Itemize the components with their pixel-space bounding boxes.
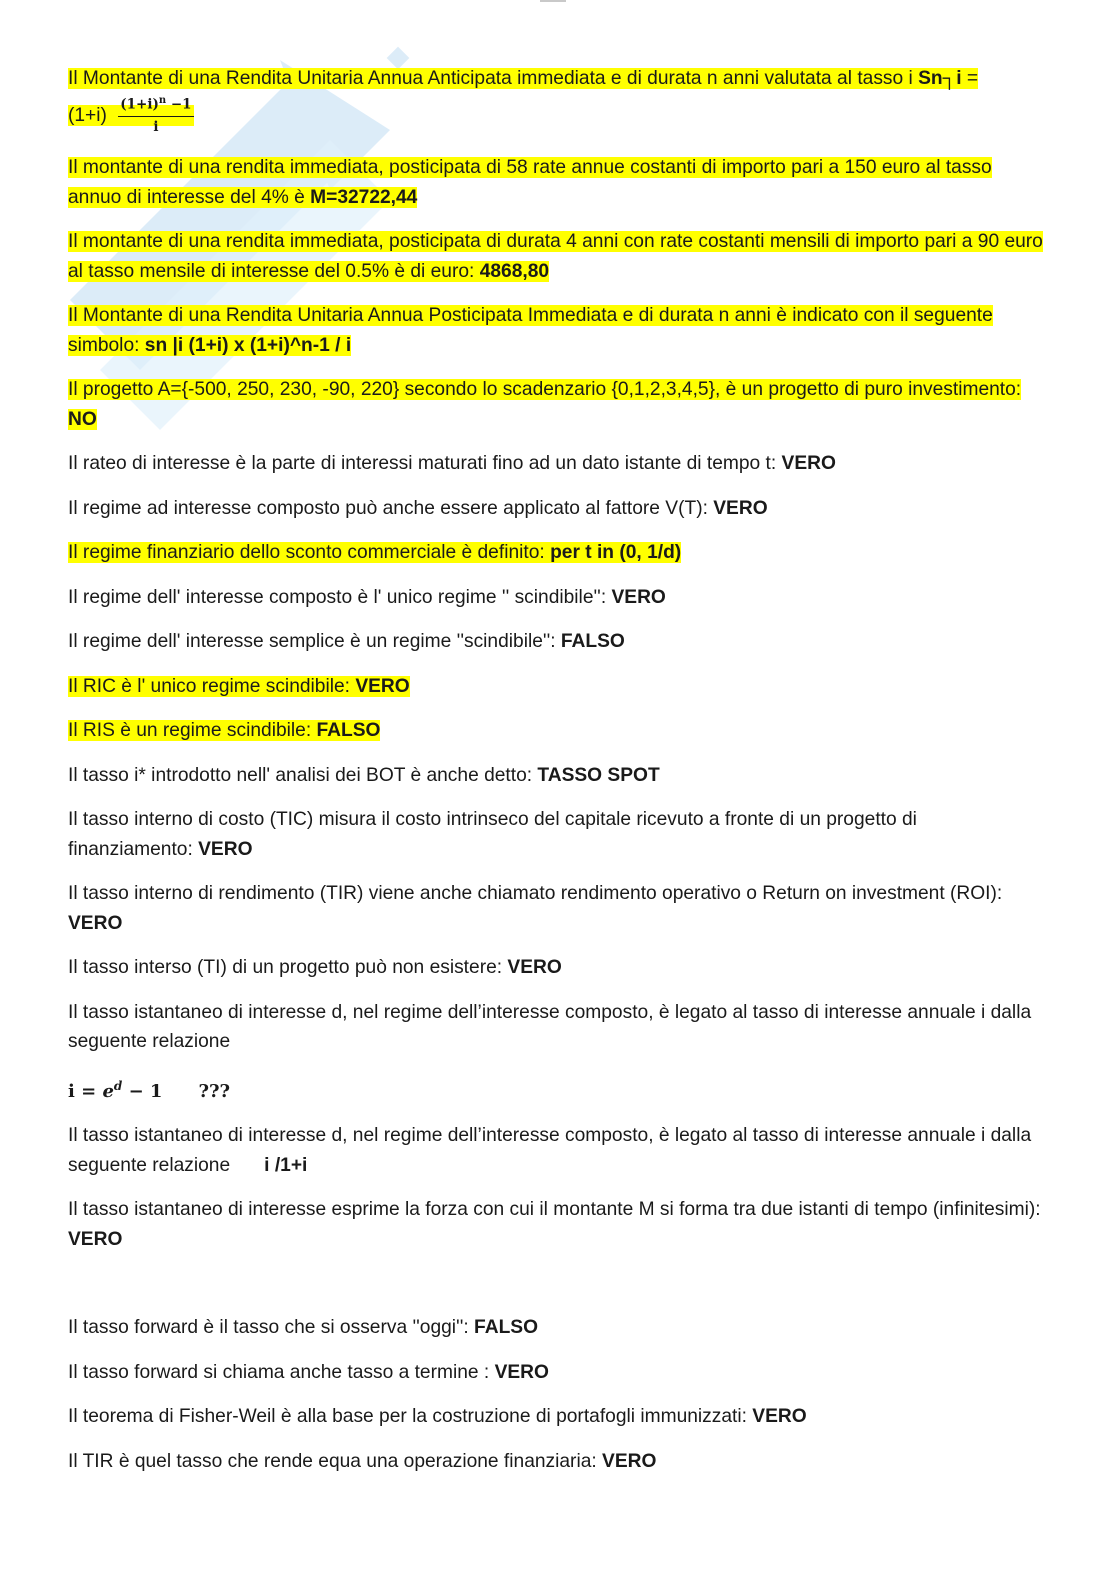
formula-exponent: d — [113, 1078, 123, 1093]
formula-prefix: (1+i) — [68, 104, 113, 126]
qa-list — [68, 64, 1043, 1491]
equals-sign: = — [961, 68, 979, 89]
qa-forward-oggi — [68, 1313, 1043, 1343]
fraction-denominator: i — [153, 119, 159, 135]
answer-text: VERO — [611, 586, 666, 608]
answer-text: FALSO — [474, 1317, 539, 1338]
header-mark — [540, 0, 566, 2]
question-text: Il tasso interso (TI) di un progetto può non esistere: — [68, 957, 508, 978]
fraction-numerator-tail: −1 — [166, 96, 192, 112]
answer-text: VERO — [752, 1406, 807, 1427]
qa-composto-scindibile — [68, 583, 1043, 613]
qa-montante-4-anni — [68, 227, 1043, 286]
qa-tic — [68, 805, 1043, 864]
answer-text: VERO — [602, 1450, 657, 1472]
question-text: Il tasso istantaneo di interesse esprime la forza con cui il montante M si forma tra due istanti di tempo (infinitesimi): — [68, 1199, 1041, 1220]
question-text: Il montante di una rendita immediata, posticipata di 58 rate annue costanti di importo pari a 150 euro al tasso annuo di interesse del 4% è — [68, 157, 992, 208]
qa-tasso-istantaneo-2 — [68, 1121, 1043, 1180]
question-text: Il regime finanziario dello sconto commerciale è definito: — [68, 542, 551, 563]
question-text: Il tasso interno di costo (TIC) misura il costo intrinseco del capitale ricevuto a fronte di un progetto di finanziamento: — [68, 809, 917, 860]
answer-text: TASSO SPOT — [537, 764, 660, 786]
question-text: Il regime dell' interesse semplice è un regime ''scindibile'': — [68, 631, 561, 652]
question-text: Il RIC è l' unico regime scindibile: — [68, 675, 356, 697]
answer-text: FALSO — [560, 631, 625, 652]
question-text: Il RIS è un regime scindibile: — [68, 720, 317, 741]
question-text: Il tasso istantaneo di interesse d, nel regime dell’interesse composto, è legato al tasso di interesse annuale i dalla seguente relazione — [68, 1125, 1032, 1176]
blank-gap — [68, 1269, 1043, 1313]
fraction-numerator: (1+i) — [120, 96, 159, 112]
qa-regime-composto-vt — [68, 494, 1043, 524]
qa-rateo-interesse — [68, 449, 1043, 479]
formula-note: ??? — [198, 1080, 231, 1102]
qa-sconto-commerciale — [68, 538, 1043, 568]
answer-text: M=32722,44 — [310, 186, 418, 208]
answer-text: FALSO — [316, 720, 381, 741]
question-text: Il montante di una rendita immediata, posticipata di durata 4 anni con rate costanti mensili di importo pari a 90 euro al tasso mensile di interesse del 0.5% è di euro: — [68, 231, 1043, 282]
question-text: Il tasso istantaneo di interesse d, nel regime dell’interesse composto, è legato al tasso di interesse annuale i dalla seguente relazione — [68, 1001, 1032, 1052]
answer-text: VERO — [68, 1228, 123, 1250]
question-text: Il regime ad interesse composto può anche essere applicato al fattore V(T): — [68, 497, 714, 519]
answer-text: VERO — [713, 497, 768, 519]
fraction — [118, 92, 193, 137]
answer-text: NO — [68, 408, 97, 430]
answer-text: VERO — [507, 957, 562, 978]
formula-tail: − 1 — [122, 1080, 163, 1102]
answer-text: 4868,80 — [479, 260, 550, 282]
answer-text: per t in (0, 1/d) — [550, 542, 682, 563]
answer-text: Sn┐i — [918, 68, 962, 89]
question-text: Il tasso interno di rendimento (TIR) viene anche chiamato rendimento operativo o Return on investment (ROI): — [68, 883, 1003, 904]
qa-ti-non-esistere — [68, 953, 1043, 983]
question-text: Il Montante di una Rendita Unitaria Annua Posticipata Immediata e di durata n anni è indicato con il seguente simbolo: — [68, 305, 993, 356]
qa-montante-58-rate — [68, 153, 1043, 212]
qa-montante-posticipata-simbolo — [68, 301, 1043, 360]
answer-text: VERO — [355, 675, 410, 697]
answer-text: VERO — [68, 912, 123, 934]
answer-text: i /1+i — [264, 1154, 308, 1176]
qa-fisher-weil — [68, 1402, 1043, 1432]
qa-tir-roi — [68, 879, 1043, 938]
qa-forward-termine — [68, 1358, 1043, 1388]
qa-tasso-bot — [68, 761, 1043, 791]
fraction-exponent: n — [158, 94, 167, 106]
question-text: Il progetto A={-500, 250, 230, -90, 220} secondo lo scadenzario {0,1,2,3,4,5}, è un progetto di puro investimento: — [68, 379, 1022, 400]
qa-tir-equa — [68, 1447, 1043, 1477]
qa-tasso-istantaneo-1 — [68, 998, 1043, 1057]
answer-text: VERO — [198, 838, 253, 860]
answer-text: VERO — [781, 453, 836, 474]
answer-text: sn |i (1+i) x (1+i)^n-1 / i — [144, 334, 352, 356]
qa-tasso-istantaneo-3 — [68, 1195, 1043, 1254]
qa-ric-scindibile — [68, 672, 1043, 702]
formula-base: e — [102, 1080, 114, 1102]
question-text: Il tasso forward si chiama anche tasso a termine : — [68, 1361, 495, 1383]
formula-lhs: i = — [68, 1080, 103, 1102]
qa-ris-scindibile — [68, 716, 1043, 746]
question-text: Il tasso forward è il tasso che si osserva ''oggi'': — [68, 1317, 475, 1338]
formula-exponential — [68, 1072, 1043, 1107]
qa-montante-anticipata — [68, 64, 1043, 138]
question-text: Il Montante di una Rendita Unitaria Annua Anticipata immediata e di durata n anni valutata al tasso i — [68, 68, 919, 89]
question-text: Il rateo di interesse è la parte di interessi maturati fino ad un dato istante di tempo t: — [68, 453, 782, 474]
question-text: Il tasso i* introdotto nell' analisi dei BOT è anche detto: — [68, 764, 538, 786]
question-text: Il regime dell' interesse composto è l' unico regime '' scindibile'': — [68, 586, 612, 608]
qa-progetto-a — [68, 375, 1043, 434]
question-text: Il teorema di Fisher-Weil è alla base per la costruzione di portafogli immunizzati: — [68, 1406, 753, 1427]
question-text: Il TIR è quel tasso che rende equa una operazione finanziaria: — [68, 1450, 603, 1472]
qa-semplice-scindibile — [68, 627, 1043, 657]
answer-text: VERO — [494, 1361, 549, 1383]
